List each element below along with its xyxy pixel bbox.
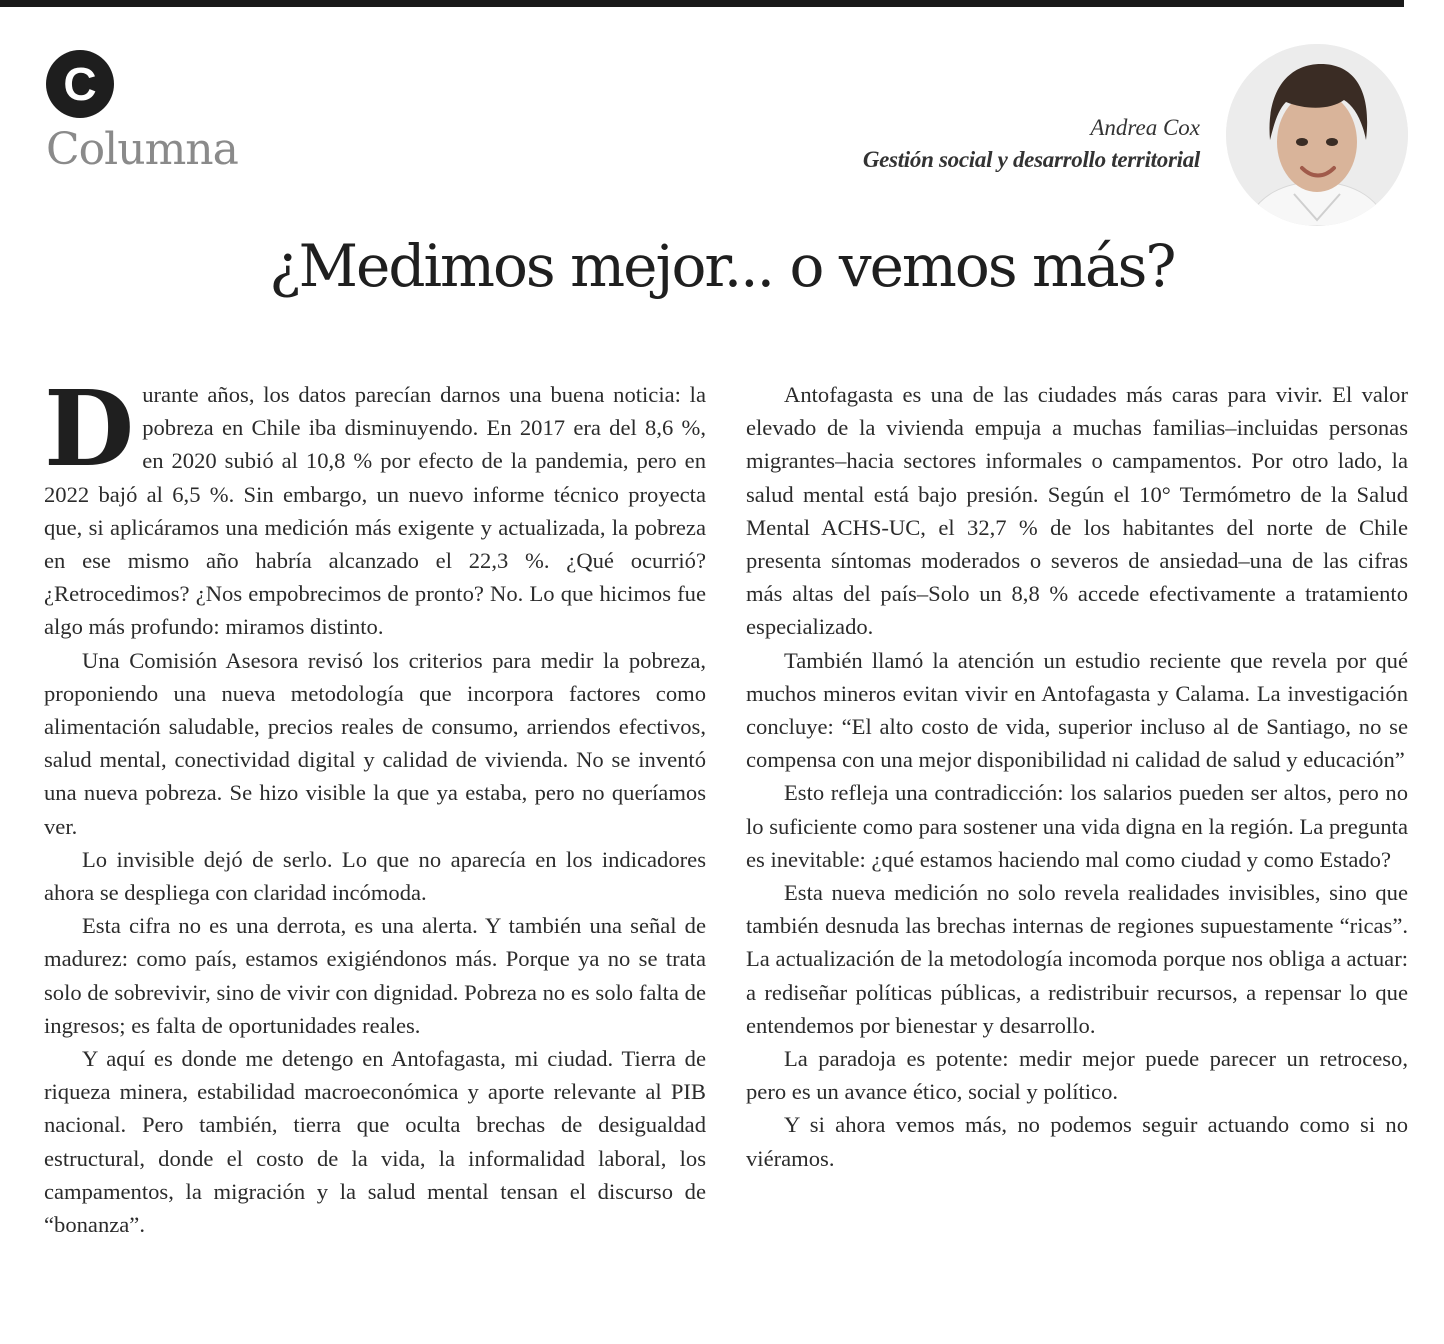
paragraph: Y aquí es donde me detengo en Antofagasta, mi ciudad. Tierra de riqueza minera, estabilidad macroeconómica y aporte relevante al PIB nacional. Pero también, tierra que oculta brechas de desigualdad estructural, donde el costo de la vida, la informalidad laboral, los campamentos, la migración y la salud mental tensan el discurso de “bonanza”. bbox=[44, 1046, 706, 1238]
top-rule bbox=[0, 0, 1404, 7]
paragraph: Durante años, los datos parecían darnos una buena noticia: la pobreza en Chile iba disminuyendo. En 2017 era del 8,6 %, en 2020 subió al 10,8 % por efecto de la pandemia, pero en 2022 bajó al 6,5 %. Sin embargo, un nuevo informe técnico proyecta que, si aplicáramos una medición más exigente y actualizada, la pobreza en ese mismo año habría alcanzado el 22,3 %. ¿Qué ocurrió? ¿Retrocedimos? ¿Nos empobrecimos de pronto? No. Lo que hicimos fue algo más profundo: miramos distinto. bbox=[44, 367, 706, 640]
section-logo-letter: C bbox=[63, 58, 97, 110]
headline: ¿Medimos mejor... o vemos más? bbox=[269, 232, 1175, 300]
paragraph: Esta cifra no es una derrota, es una alerta. Y también una señal de madurez: como país, estamos exigiéndonos más. Porque ya no se trata solo de sobrevivir, sino de vivir con dignidad. Pobreza no es solo falta de ingresos; es falta de oportunidades reales. bbox=[44, 913, 706, 1038]
byline bbox=[863, 113, 1200, 177]
author-portrait-icon bbox=[1226, 44, 1408, 226]
paragraph: Y si ahora vemos más, no podemos seguir actuando como si no viéramos. bbox=[746, 1112, 1408, 1171]
author-name: Andrea Cox bbox=[1090, 115, 1200, 140]
article-column-right bbox=[746, 378, 1408, 1175]
paragraph: También llamó la atención un estudio reciente que revela por qué muchos mineros evitan vivir en Antofagasta y Calama. La investigación concluye: “El alto costo de vida, superior incluso al de Santiago, no se compensa con una mejor disponibilidad ni calidad de salud y educación” bbox=[746, 647, 1408, 773]
paragraph: Esta nueva medición no solo revela realidades invisibles, sino que también desnuda las brechas internas de regiones supuestamente “ricas”. La actualización de la metodología incomoda porque nos obliga a actuar: a rediseñar políticas públicas, a redistribuir recursos, a repensar lo que entendemos por bienestar y desarrollo. bbox=[746, 880, 1408, 1038]
author-role: Gestión social y desarrollo territorial bbox=[862, 147, 1200, 172]
section-label: Columna bbox=[46, 124, 238, 175]
paragraph: La paradoja es potente: medir mejor puede parecer un retroceso, pero es un avance ético, social y político. bbox=[746, 1046, 1408, 1105]
section-logo bbox=[46, 50, 114, 118]
paragraph: Antofagasta es una de las ciudades más caras para vivir. El valor elevado de la vivienda empuja a muchas familias–incluidas personas migrantes–hacia sectores informales o campamentos. Por otro lado, la salud mental está bajo presión. Según el 10° Termómetro de la Salud Mental ACHS-UC, el 32,7 % de los habitantes del norte de Chile presenta síntomas moderados o severos de ansiedad–una de las cifras más altas del país–Solo un 8,8 % accede efectivamente a tratamiento especializado. bbox=[746, 382, 1408, 640]
paragraph: Lo invisible dejó de serlo. Lo que no aparecía en los indicadores ahora se despliega con claridad incómoda. bbox=[44, 846, 706, 906]
drop-cap: D bbox=[44, 367, 135, 490]
paragraph: Esto refleja una contradicción: los salarios pueden ser altos, pero no lo suficiente como para sostener una vida digna en la región. La pregunta es inevitable: ¿qué estamos haciendo mal como ciudad y como Estado? bbox=[746, 780, 1408, 872]
paragraph: Una Comisión Asesora revisó los criterios para medir la pobreza, proponiendo una nueva metodología que incorpora factores como alimentación saludable, precios reales de consumo, arriendos efectivos, salud mental, conectividad digital y calidad de vivienda. No se inventó una nueva pobreza. Se hizo visible la que ya estaba, pero no queríamos ver. bbox=[44, 647, 706, 839]
article-column-left bbox=[44, 367, 706, 1241]
author-photo bbox=[1226, 44, 1408, 226]
